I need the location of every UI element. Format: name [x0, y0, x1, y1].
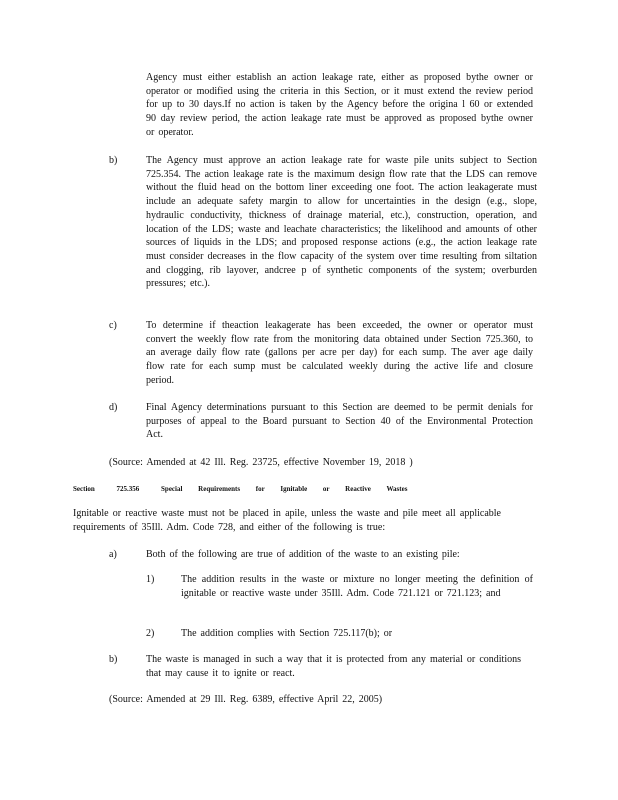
- item-1-text: The addition results in the waste or mixture no longer meeting the definition of ignitable or reactive waste under 35Ill. Adm. Code 721.121 or 721.123; and: [181, 574, 533, 599]
- section-intro: Ignitable or reactive waste must not be placed in apile, unless the waste and pile meet all applicable requirements of 35Ill. Adm. Code 728, and either of the following is true:: [73, 508, 501, 533]
- paragraph-b-label: b): [109, 155, 118, 166]
- source-note-1: (Source: Amended at 42 Ill. Reg. 23725, effective November 19, 2018 ): [109, 457, 413, 468]
- item-2-label: 2): [146, 628, 155, 639]
- paragraph-c-label: c): [109, 320, 117, 331]
- paragraph-d-text: Final Agency determinations pursuant to this Section are deemed to be permit denials for purposes of appeal to the Board pursuant to Section 40 of the Environmental Protection Act.: [146, 402, 533, 441]
- source-note-2: (Source: Amended at 29 Ill. Reg. 6389, effective April 22, 2005): [109, 694, 383, 705]
- subsection-b-text: The waste is managed in such a way that it is protected from any material or conditions that may cause it to ignite or react.: [146, 654, 521, 679]
- section-heading-title: Special Requirements for Ignitable or Reactive Wastes: [161, 485, 408, 493]
- item-1-label: 1): [146, 574, 155, 585]
- paragraph-b-text: The Agency must approve an action leakage rate for waste pile units subject to Section 725.354. The action leakage rate is the maximum design flow rate that the LDS can remove without the fluid head on the bottom liner exceeding one foot. The action leakagerate must include an adequate safety margin to allow for uncertainties in the design (e.g., slope, hydraulic conductivity, thickness of drainage material, etc.), construction, operation, and location of the LDS; waste and leachate characteristics; the likelihood and amounts of other sources of liquids in the LDS; and proposed response actions (e.g., the action leakage rate must consider decreases in the flow capacity of the system over time resulting from siltation and clogging, rib layover, andcree p of synthetic components of the system; overburden pressures; etc.).: [146, 155, 537, 290]
- continuation-paragraph: Agency must either establish an action leakage rate, either as proposed bythe owner or operator or modified using the criteria in this Section, or it must extend the review period for up to 30 days.If no action is taken by the Agency before the origina l 60 or extended 90 day review period, the action leakage rate must be approved as proposed bythe owner or operator.: [146, 72, 533, 138]
- section-heading: [73, 483, 473, 497]
- section-heading-word: Section: [73, 485, 95, 493]
- paragraph-d-label: d): [109, 402, 118, 413]
- item-2-text: The addition complies with Section 725.117(b); or: [181, 628, 393, 639]
- subsection-b-label: b): [109, 654, 118, 665]
- section-heading-number: 725.356: [116, 485, 140, 493]
- subsection-a-label: a): [109, 549, 117, 560]
- subsection-a-text: Both of the following are true of addition of the waste to an existing pile:: [146, 549, 460, 560]
- paragraph-c-text: To determine if theaction leakagerate has been exceeded, the owner or operator must convert the weekly flow rate from the monitoring data obtained under Section 725.360, to an average daily flow rate (gallons per acre per day) for each sump. The aver age daily flow rate for each sump must be calculated weekly during the active life and closure period.: [146, 320, 533, 386]
